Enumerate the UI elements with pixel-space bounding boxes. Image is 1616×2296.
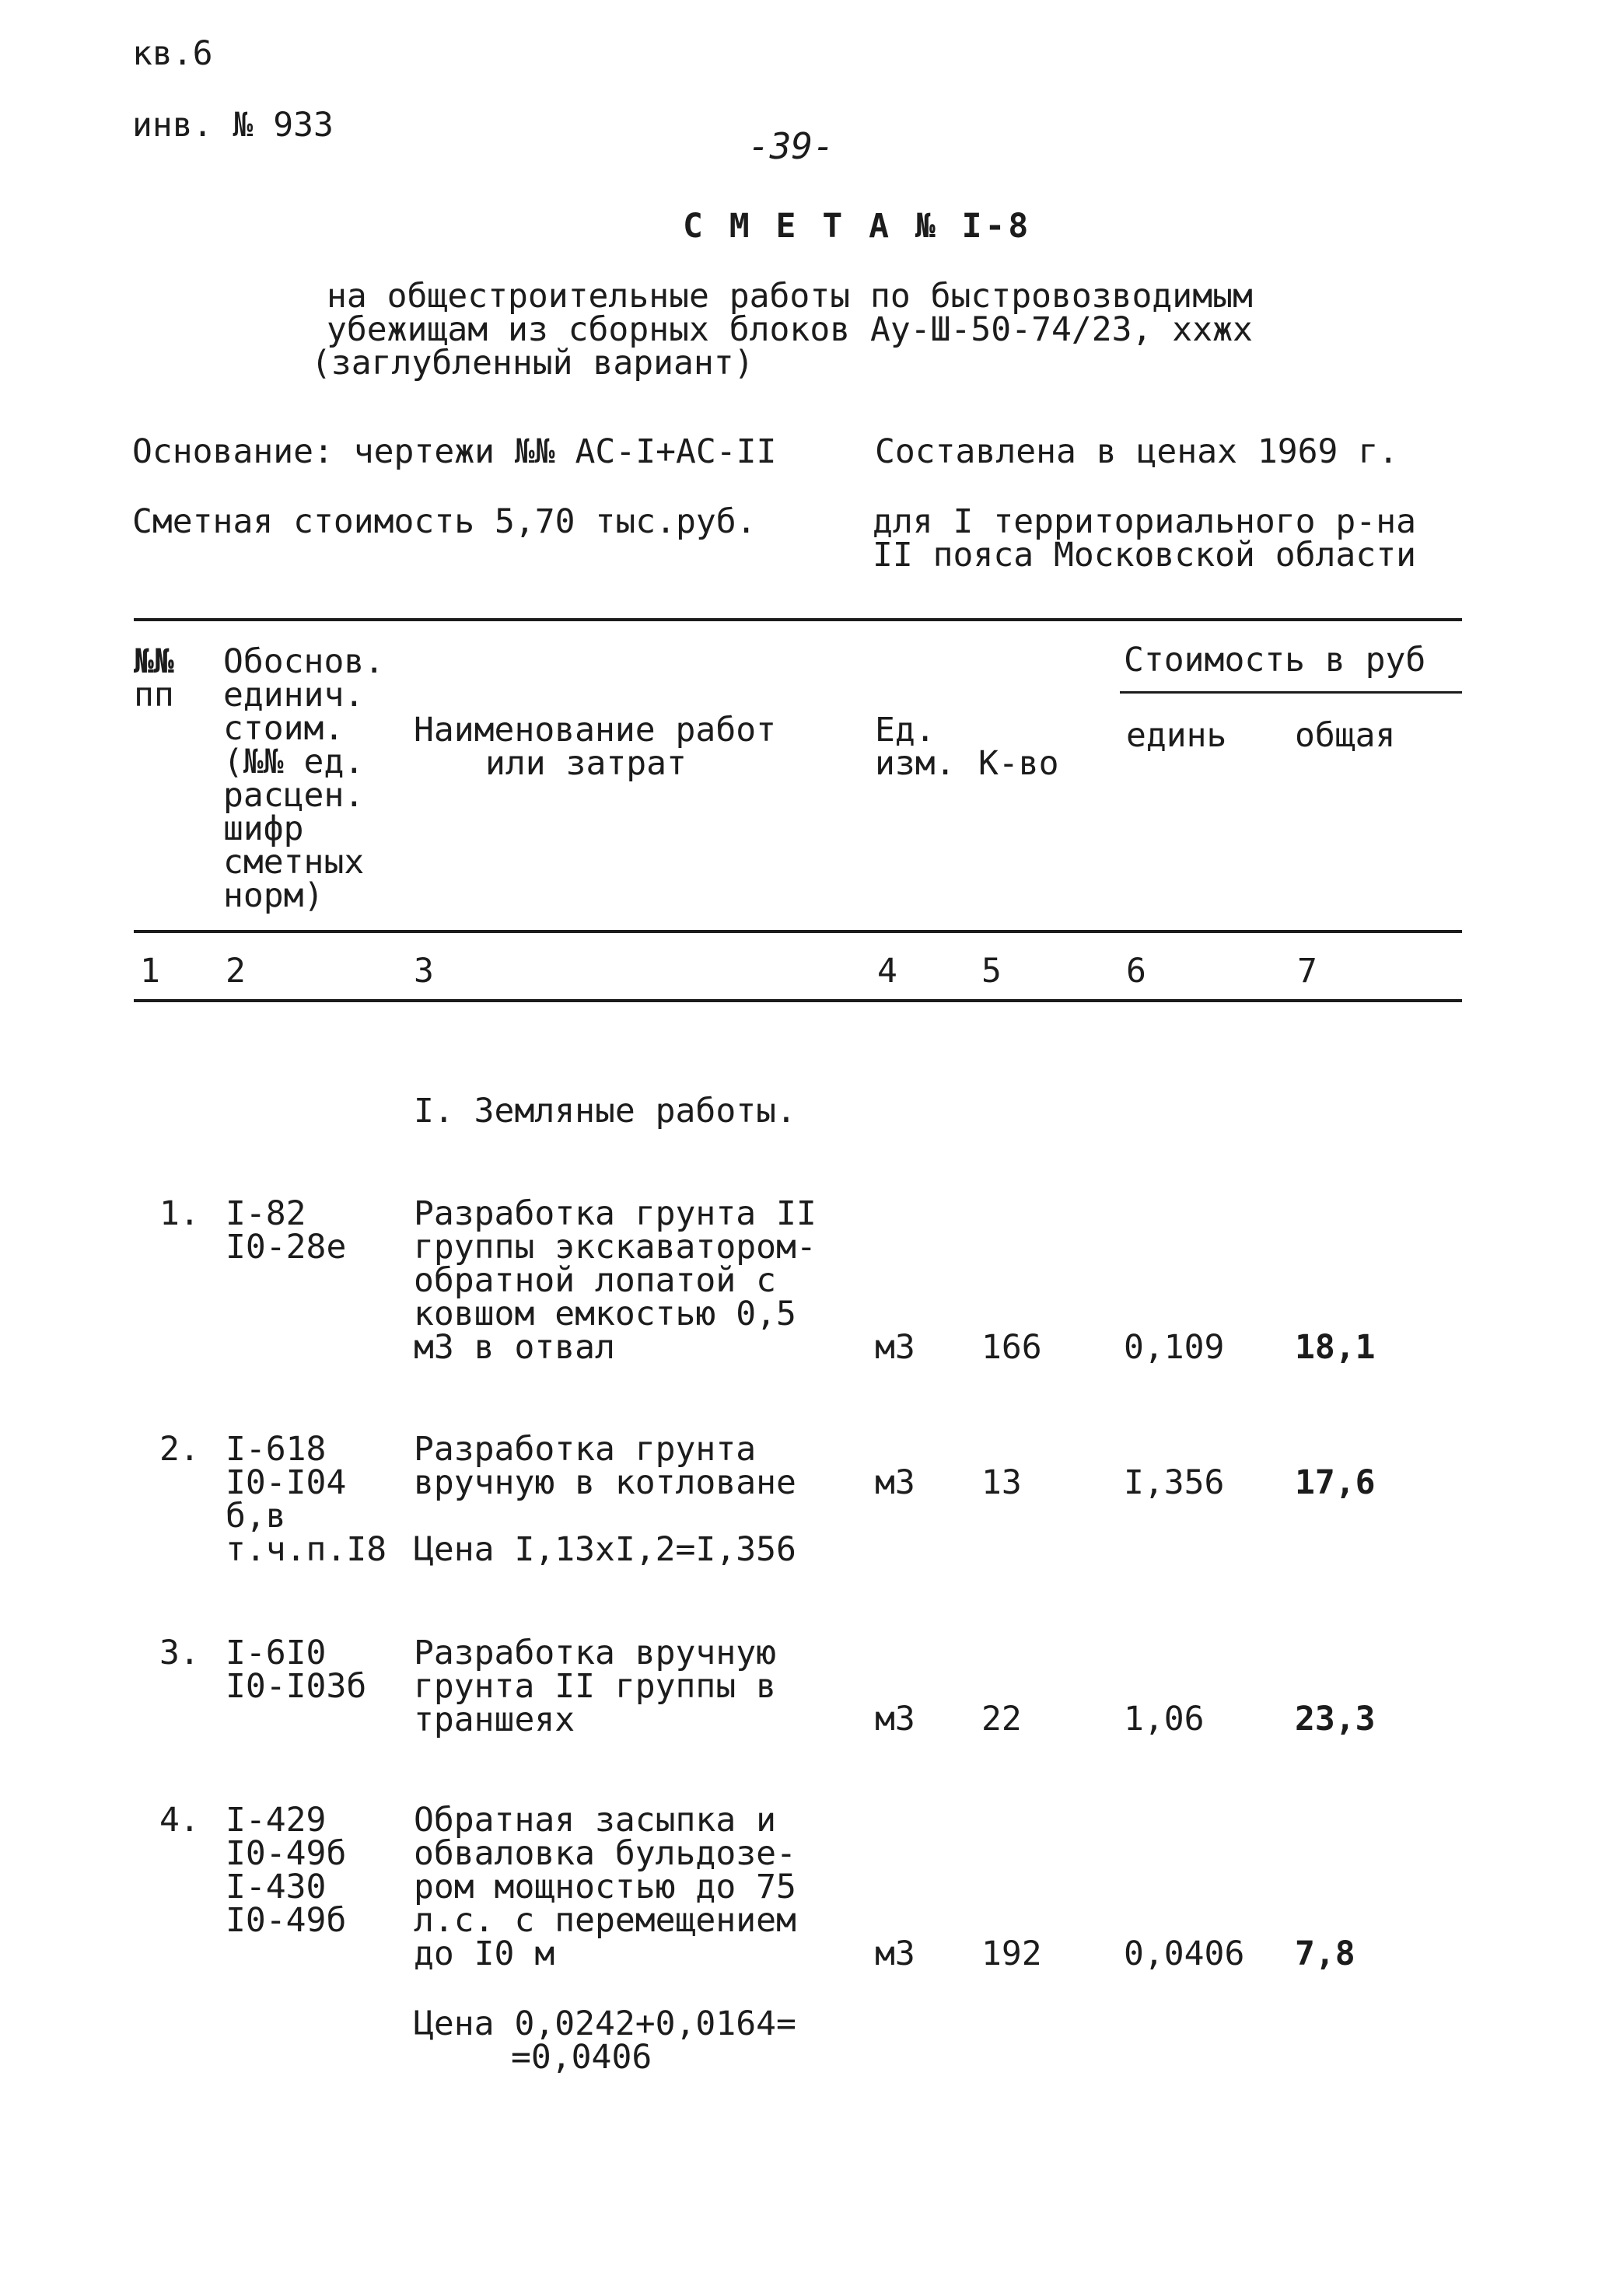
row-code <box>226 1430 387 1569</box>
note-line: Цена 0,0242+0,0164= <box>414 2004 796 2043</box>
header-col2-line: сметных <box>223 843 365 882</box>
header-col2-line: (№№ ед. <box>223 743 365 781</box>
section-title: I. Земляные работы. <box>414 1092 796 1131</box>
row-number: 4. <box>159 1801 200 1840</box>
col-number: 1 <box>140 952 160 991</box>
name-line: до I0 м <box>414 1934 555 1973</box>
row-number: 1. <box>159 1194 200 1233</box>
row-total: 23,3 <box>1295 1700 1376 1739</box>
header-col1-line: пп <box>134 676 174 715</box>
header-cost-group: Стоимость в руб <box>1124 641 1426 680</box>
table-top-rule <box>134 618 1462 621</box>
row-quantity: 13 <box>981 1463 1022 1502</box>
col-number: 4 <box>877 952 897 991</box>
subtitle-line: на общестроительные работы по быстровозводимым <box>327 277 1253 316</box>
code-line: I-429 <box>226 1801 327 1840</box>
row-price-note <box>414 2004 796 2077</box>
cost-group-rule <box>1120 691 1462 694</box>
note-line: =0,0406 <box>511 2038 652 2077</box>
name-line: Разработка вручную <box>414 1634 776 1672</box>
estimated-cost-text: Сметная стоимость 5,70 тыс.руб. <box>132 502 757 541</box>
kv-number: кв.6 <box>132 34 213 73</box>
row-work-name <box>414 1194 817 1367</box>
name-line: вручную в котловане <box>414 1463 796 1502</box>
row-quantity: 166 <box>981 1328 1042 1367</box>
region-line: II пояса Московской области <box>873 536 1416 575</box>
code-line: I0-28е <box>226 1228 347 1267</box>
header-col7: общая <box>1295 716 1396 755</box>
region-line: для I территориального р-на <box>873 502 1416 541</box>
row-quantity: 22 <box>981 1700 1022 1739</box>
name-line: л.с. с перемещением <box>414 1901 796 1940</box>
code-line: I-618 <box>226 1430 327 1469</box>
row-price-note: Цена I,13xI,2=I,356 <box>414 1530 796 1569</box>
row-unit: м3 <box>875 1328 915 1367</box>
header-col1 <box>134 642 174 715</box>
name-line: группы экскаватором- <box>414 1228 817 1267</box>
header-col2-line: единич. <box>223 676 365 715</box>
row-code <box>226 1801 347 1940</box>
header-col2 <box>223 642 385 915</box>
header-col3-line: или затрат <box>485 744 687 783</box>
row-unit-price: I,356 <box>1124 1463 1225 1502</box>
code-line: I0-I03б <box>226 1667 367 1706</box>
col-number: 3 <box>414 952 434 991</box>
code-line: I-6I0 <box>226 1634 327 1672</box>
col-number: 6 <box>1126 952 1146 991</box>
row-number: 2. <box>159 1430 200 1469</box>
header-col1-line: №№ <box>134 642 174 681</box>
header-col2-line: норм) <box>223 876 324 915</box>
col-number: 7 <box>1297 952 1317 991</box>
row-work-name <box>414 1801 796 1973</box>
header-col3-line: Наименование работ <box>414 711 776 750</box>
name-line: м3 в отвал <box>414 1328 615 1367</box>
name-line: Обратная засыпка и <box>414 1801 776 1840</box>
name-line: Разработка грунта II <box>414 1194 817 1233</box>
header-col2-line: Обоснов. <box>223 642 385 681</box>
col-number: 2 <box>226 952 246 991</box>
row-unit: м3 <box>875 1934 915 1973</box>
header-col4 <box>875 711 956 783</box>
row-unit-price: 0,109 <box>1124 1328 1225 1367</box>
header-col3 <box>414 711 776 783</box>
header-bottom-rule <box>134 930 1462 933</box>
row-unit-price: 1,06 <box>1124 1700 1205 1739</box>
numbers-bottom-rule <box>134 999 1462 1002</box>
row-work-name <box>414 1634 776 1739</box>
name-line: ром мощностью до 75 <box>414 1868 796 1906</box>
name-line: обратной лопатой с <box>414 1261 776 1300</box>
row-unit: м3 <box>875 1463 915 1502</box>
subtitle-line: убежищам из сборных блоков Ау-Ш-50-74/23, ххжх <box>327 310 1253 349</box>
name-line: обваловка бульдозе- <box>414 1834 796 1873</box>
name-line: ковшом емкостью 0,5 <box>414 1295 796 1333</box>
region-text <box>873 502 1416 575</box>
row-work-name <box>414 1430 796 1502</box>
prices-text: Составлена в ценах 1969 г. <box>875 432 1399 471</box>
row-total: 18,1 <box>1295 1328 1376 1367</box>
name-line: траншеях <box>414 1700 575 1739</box>
page-number: -39- <box>748 125 834 167</box>
name-line: грунта II группы в <box>414 1667 776 1706</box>
code-line: I-430 <box>226 1868 327 1906</box>
header-col2-line: шифр <box>223 809 304 848</box>
row-code <box>226 1634 367 1706</box>
estimate-subtitle <box>311 277 1253 383</box>
code-line: I-82 <box>226 1194 306 1233</box>
name-line: Разработка грунта <box>414 1430 757 1469</box>
inventory-number: инв. № 933 <box>132 106 334 145</box>
row-quantity: 192 <box>981 1934 1042 1973</box>
header-col6: единь <box>1126 716 1227 755</box>
header-col2-line: расцен. <box>223 776 365 815</box>
row-code <box>226 1194 347 1267</box>
header-col5: К-во <box>978 744 1059 783</box>
header-col4-line: изм. <box>875 744 956 783</box>
code-line: I0-I04 <box>226 1463 347 1502</box>
row-unit-price: 0,0406 <box>1124 1934 1245 1973</box>
header-col2-line: стоим. <box>223 709 345 748</box>
row-number: 3. <box>159 1634 200 1672</box>
row-unit: м3 <box>875 1700 915 1739</box>
estimate-title: С М Е Т А № I-8 <box>683 207 1032 246</box>
code-line: т.ч.п.I8 <box>226 1530 387 1569</box>
row-total: 7,8 <box>1295 1934 1355 1973</box>
basis-text: Основание: чертежи №№ АС-I+АС-II <box>132 432 777 471</box>
code-line: б,в <box>226 1497 286 1536</box>
col-number: 5 <box>981 952 1002 991</box>
row-total: 17,6 <box>1295 1463 1376 1502</box>
subtitle-line: (заглубленный вариант) <box>311 344 754 383</box>
code-line: I0-49б <box>226 1834 347 1873</box>
header-col4-line: Ед. <box>875 711 936 750</box>
code-line: I0-49б <box>226 1901 347 1940</box>
